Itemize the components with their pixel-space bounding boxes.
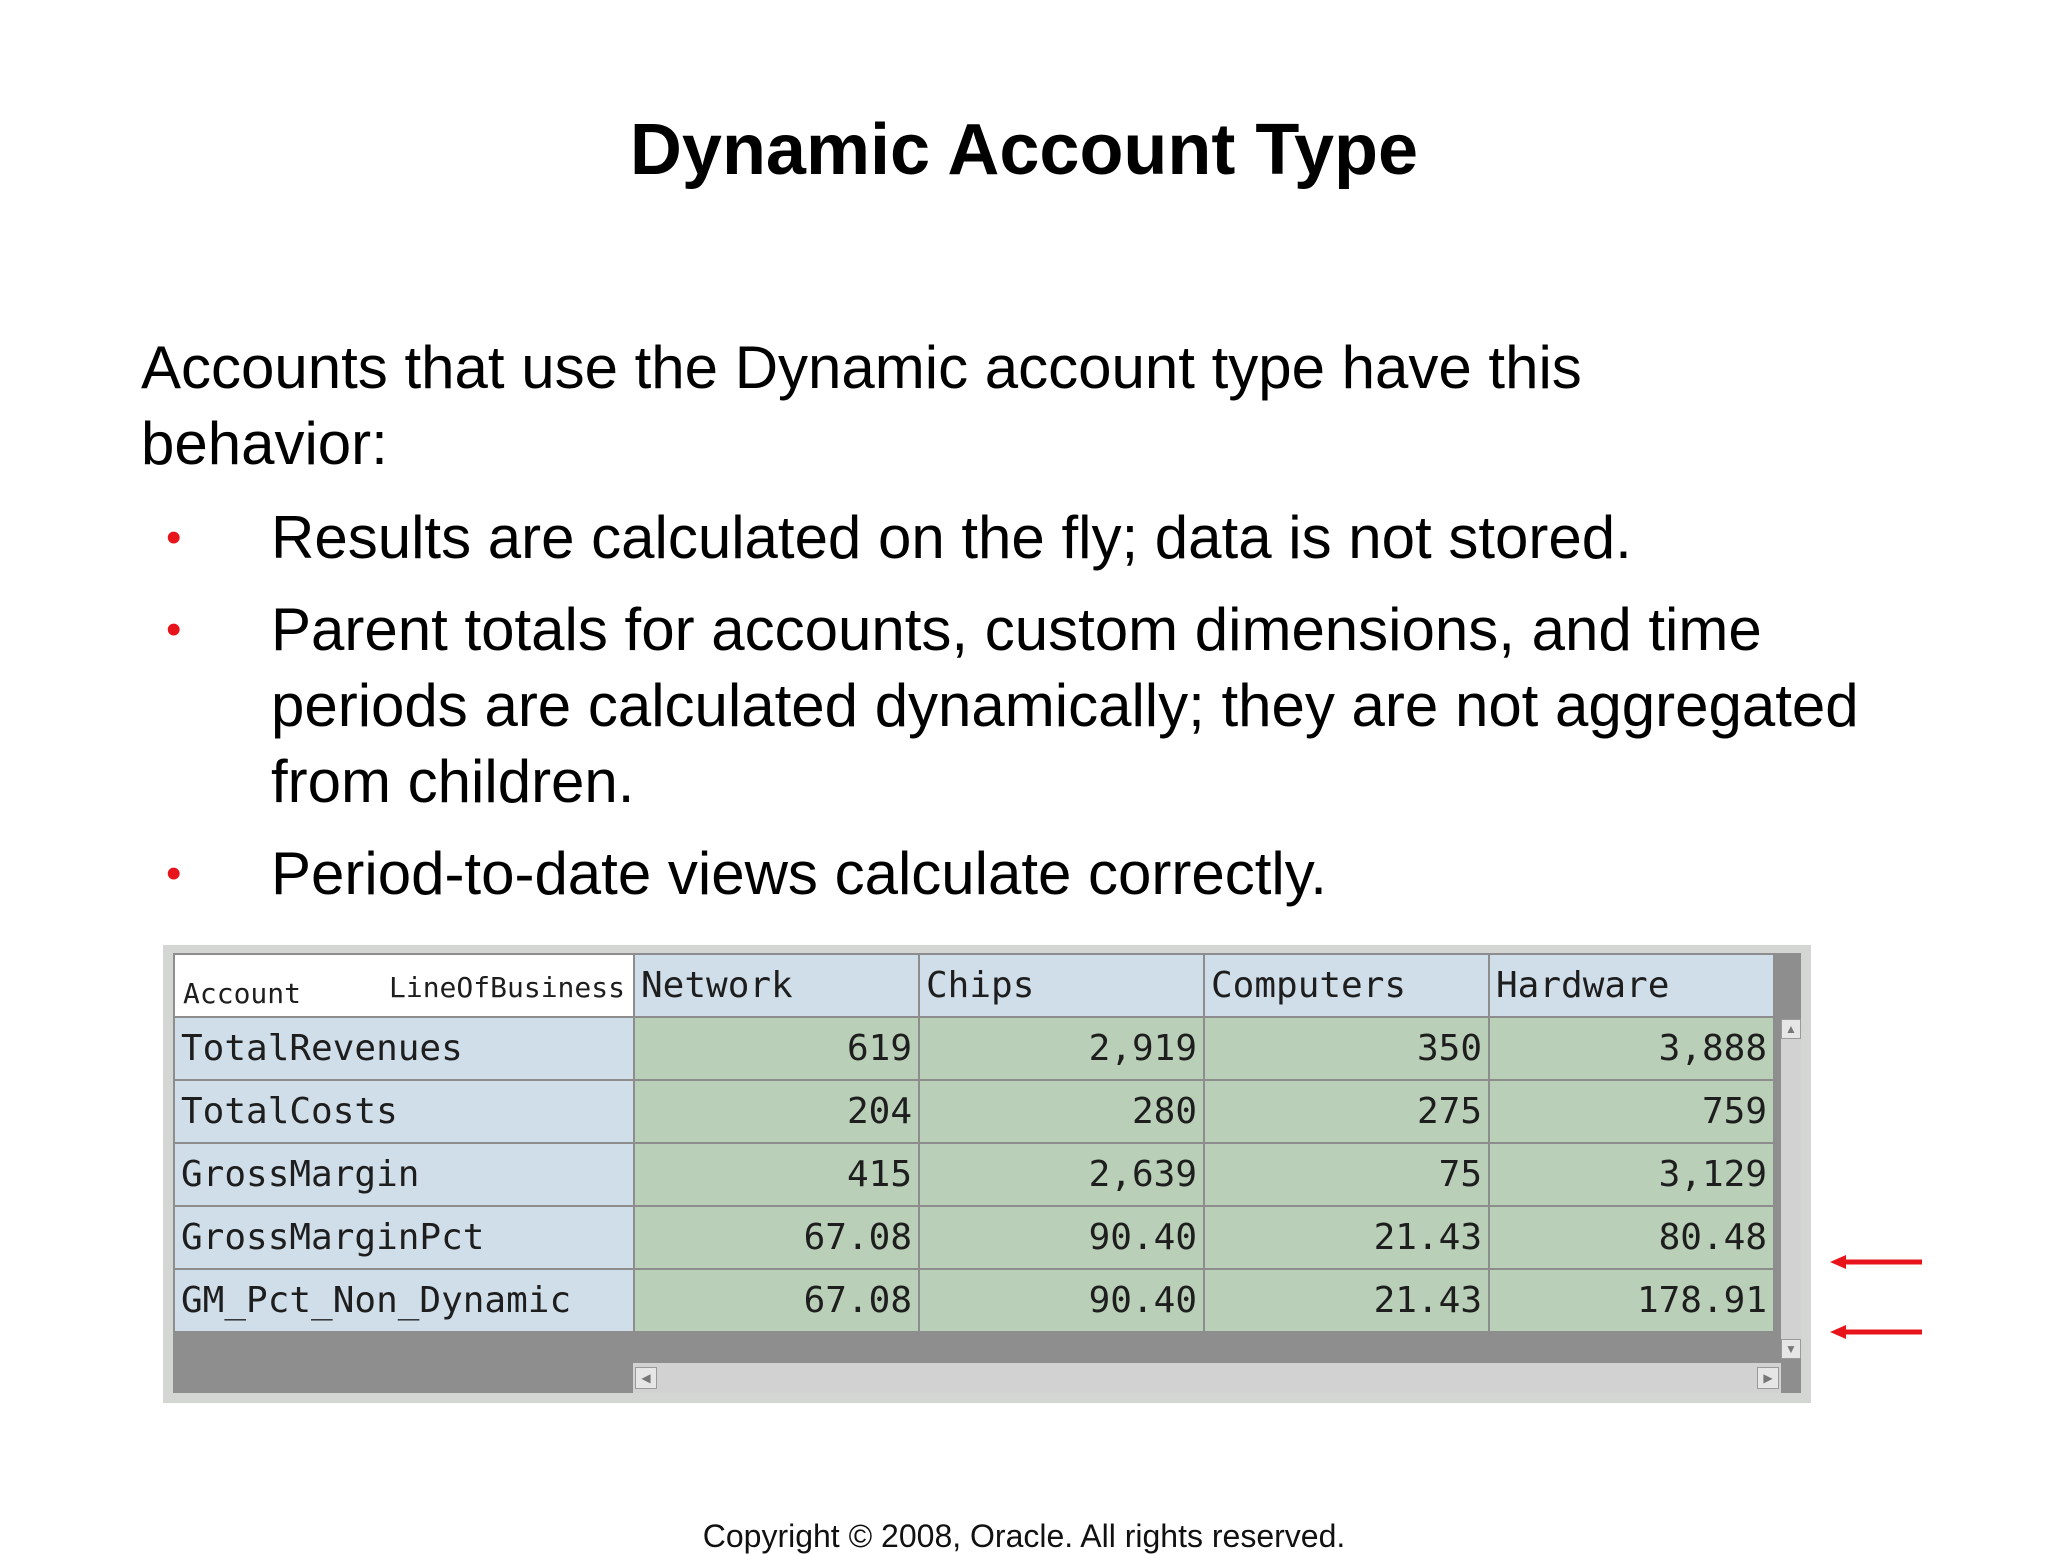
grid-corner-cell (174, 954, 634, 1017)
column-dimension-label[interactable]: LineOfBusiness (388, 971, 625, 1004)
left-arrow-icon (1830, 1252, 1922, 1272)
data-grid-table (173, 953, 1775, 1333)
table-row (174, 1080, 1774, 1143)
data-cell[interactable]: 350 (1204, 1017, 1489, 1080)
data-grid-frame (163, 945, 1811, 1403)
data-cell[interactable]: 75 (1204, 1143, 1489, 1206)
table-row (174, 1206, 1774, 1269)
bullet-text: Period-to-date views calculate correctly. (271, 840, 1327, 907)
left-arrow-icon (1830, 1322, 1922, 1342)
data-cell[interactable]: 178.91 (1489, 1269, 1774, 1332)
intro-text: Accounts that use the Dynamic account type have this behavior: (141, 334, 1582, 477)
column-header[interactable]: Computers (1204, 954, 1489, 1017)
bullet-item (141, 836, 1941, 912)
data-cell[interactable]: 2,919 (919, 1017, 1204, 1080)
data-cell[interactable]: 3,888 (1489, 1017, 1774, 1080)
bullet-text: Results are calculated on the fly; data is not stored. (271, 504, 1632, 571)
data-cell[interactable]: 759 (1489, 1080, 1774, 1143)
data-cell[interactable]: 21.43 (1204, 1269, 1489, 1332)
data-cell[interactable]: 204 (634, 1080, 919, 1143)
data-cell[interactable]: 2,639 (919, 1143, 1204, 1206)
data-cell[interactable]: 280 (919, 1080, 1204, 1143)
table-row (174, 1017, 1774, 1080)
table-row (174, 1143, 1774, 1206)
vertical-scrollbar[interactable] (1781, 1019, 1801, 1359)
table-row (174, 1269, 1774, 1332)
data-cell[interactable]: 619 (634, 1017, 919, 1080)
row-header[interactable]: GrossMarginPct (174, 1206, 634, 1269)
column-header[interactable]: Hardware (1489, 954, 1774, 1017)
data-cell[interactable]: 80.48 (1489, 1206, 1774, 1269)
bullet-list (141, 500, 1941, 928)
scroll-up-icon[interactable]: ▲ (1781, 1019, 1801, 1039)
row-header[interactable]: GM_Pct_Non_Dynamic (174, 1269, 634, 1332)
bullet-dot-icon: • (166, 849, 182, 898)
data-cell[interactable]: 90.40 (919, 1206, 1204, 1269)
data-grid (173, 953, 1801, 1393)
bullet-item (141, 592, 1941, 820)
row-dimension-label[interactable]: Account (183, 977, 302, 1010)
scroll-down-icon[interactable]: ▼ (1781, 1339, 1801, 1359)
grid-header-row (174, 954, 1774, 1017)
column-header[interactable]: Chips (919, 954, 1204, 1017)
column-header[interactable]: Network (634, 954, 919, 1017)
data-cell[interactable]: 67.08 (634, 1269, 919, 1332)
scroll-left-icon[interactable]: ◀ (635, 1367, 657, 1389)
row-header[interactable]: TotalCosts (174, 1080, 634, 1143)
scroll-right-icon[interactable]: ▶ (1757, 1367, 1779, 1389)
data-cell[interactable]: 275 (1204, 1080, 1489, 1143)
copyright-footer: Copyright © 2008, Oracle. All rights reserved. (702, 1518, 1346, 1554)
row-header[interactable]: GrossMargin (174, 1143, 634, 1206)
bullet-text: Parent totals for accounts, custom dimensions, and time periods are calculated dynamically; they are not aggregated from children. (271, 596, 1859, 815)
bullet-dot-icon: • (166, 513, 182, 562)
slide-title: Dynamic Account Type (629, 110, 1419, 190)
data-cell[interactable]: 415 (634, 1143, 919, 1206)
row-header[interactable]: TotalRevenues (174, 1017, 634, 1080)
data-cell[interactable]: 21.43 (1204, 1206, 1489, 1269)
bullet-dot-icon: • (166, 605, 182, 654)
data-cell[interactable]: 90.40 (919, 1269, 1204, 1332)
data-cell[interactable]: 3,129 (1489, 1143, 1774, 1206)
horizontal-scrollbar[interactable] (633, 1363, 1781, 1393)
data-cell[interactable]: 67.08 (634, 1206, 919, 1269)
bullet-item (141, 500, 1941, 576)
